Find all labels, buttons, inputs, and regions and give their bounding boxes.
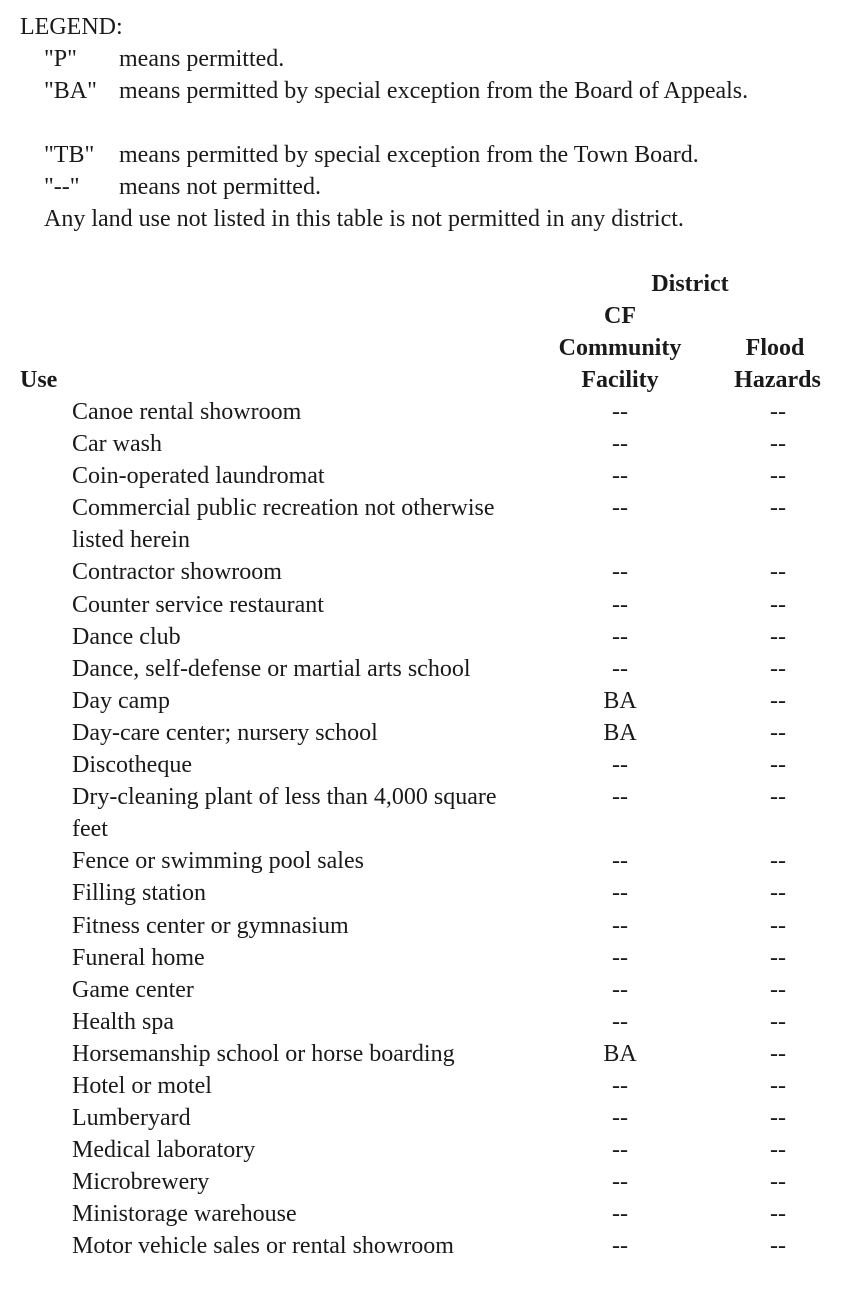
cf-community-facility-cell: -- — [612, 399, 628, 425]
use-name: Day camp — [72, 687, 170, 714]
use-name: Medical laboratory — [72, 1137, 256, 1164]
flood-hazards-cell: -- — [770, 880, 786, 907]
use-name: Car wash — [72, 431, 162, 458]
table-row — [0, 749, 864, 781]
use-table-body — [0, 396, 864, 1263]
flood-hazards-cell: -- — [770, 655, 786, 682]
cf-community-facility-cell: -- — [612, 1169, 628, 1196]
flood-hazards-cell: -- — [770, 623, 786, 650]
flood-hazards-cell: -- — [770, 976, 786, 1003]
flood-hazards-cell: -- — [770, 944, 786, 971]
table-row — [0, 492, 864, 556]
legend-item-p — [44, 43, 844, 75]
use-name: Commercial public recreation not otherwise listed herein — [72, 495, 495, 554]
table-row — [0, 589, 864, 621]
use-name: Discotheque — [72, 752, 192, 779]
use-header: Use — [20, 367, 58, 393]
legend-item-ba — [44, 75, 844, 139]
flood-hazards-cell: -- — [770, 431, 786, 458]
table-row — [0, 942, 864, 974]
flood-hazards-cell: -- — [770, 1105, 786, 1132]
flood-hazards-cell: -- — [770, 1169, 786, 1196]
flood-hazards-cell: -- — [770, 848, 786, 875]
fh-header-line-1: Flood — [745, 335, 805, 361]
fh-header-line-2: Hazards — [734, 367, 821, 393]
legend-code: "P" — [44, 46, 77, 72]
use-name: Fence or swimming pool sales — [72, 848, 364, 875]
table-row — [0, 653, 864, 685]
cf-community-facility-cell: -- — [612, 591, 628, 618]
legend-description: means permitted by special exception from the Town Board. — [119, 142, 699, 168]
use-name: Game center — [72, 976, 194, 1003]
use-name: Day-care center; nursery school — [72, 719, 378, 746]
use-name: Contractor showroom — [72, 559, 282, 586]
legend-code: "--" — [44, 174, 80, 200]
legend-description: means permitted. — [119, 46, 285, 72]
table-row — [0, 428, 864, 460]
cf-community-facility-cell: -- — [612, 1105, 628, 1132]
flood-hazards-cell: -- — [770, 399, 786, 425]
use-name: Microbrewery — [72, 1169, 210, 1196]
cf-community-facility-cell: -- — [612, 655, 628, 682]
use-name: Fitness center or gymnasium — [72, 912, 349, 939]
cf-community-facility-cell: -- — [612, 1233, 628, 1260]
flood-hazards-cell: -- — [770, 1040, 786, 1067]
cf-community-facility-cell: -- — [612, 880, 628, 907]
flood-hazards-cell: -- — [770, 1201, 786, 1228]
use-name: Canoe rental showroom — [72, 399, 302, 425]
cf-community-facility-cell: -- — [612, 1201, 628, 1228]
table-row — [0, 556, 864, 588]
use-name: Dance club — [72, 623, 181, 650]
cf-community-facility-cell: -- — [612, 944, 628, 971]
flood-hazards-cell: -- — [770, 1233, 786, 1260]
table-row — [0, 396, 864, 428]
legend-code: "TB" — [44, 142, 95, 168]
flood-hazards-cell: -- — [770, 559, 786, 586]
legend-description: means permitted by special exception from the Board of Appeals. — [119, 78, 749, 104]
table-row — [0, 1102, 864, 1134]
cf-community-facility-cell: -- — [612, 752, 628, 779]
cf-community-facility-cell: -- — [612, 848, 628, 875]
use-name: Motor vehicle sales or rental showroom — [72, 1233, 454, 1260]
use-name: Ministorage warehouse — [72, 1201, 297, 1228]
legend-item-not-permitted — [44, 171, 844, 203]
table-row — [0, 1134, 864, 1166]
use-name: Coin-operated laundromat — [72, 463, 325, 490]
table-row — [0, 1006, 864, 1038]
cf-header-line-2: Community — [558, 335, 682, 361]
table-row — [0, 621, 864, 653]
district-header: District — [651, 271, 729, 297]
cf-community-facility-cell: -- — [612, 1008, 628, 1035]
table-row — [0, 1198, 864, 1230]
flood-hazards-cell: -- — [770, 591, 786, 618]
table-row — [0, 460, 864, 492]
cf-header-code: CF — [604, 303, 636, 329]
use-name: Hotel or motel — [72, 1072, 212, 1099]
cf-community-facility-cell: -- — [612, 495, 628, 522]
legend-item-tb — [44, 139, 844, 171]
table-row — [0, 781, 864, 845]
flood-hazards-cell: -- — [770, 719, 786, 746]
cf-community-facility-cell: -- — [612, 784, 628, 811]
table-row — [0, 1230, 864, 1262]
cf-community-facility-cell: -- — [612, 431, 628, 458]
flood-hazards-cell: -- — [770, 1137, 786, 1164]
cf-community-facility-cell: -- — [612, 912, 628, 939]
cf-community-facility-cell: -- — [612, 1137, 628, 1164]
use-name: Filling station — [72, 880, 207, 907]
use-name: Horsemanship school or horse boarding — [72, 1040, 455, 1067]
legend-note: Any land use not listed in this table is not permitted in any district. — [44, 206, 684, 232]
flood-hazards-cell: -- — [770, 912, 786, 939]
flood-hazards-cell: -- — [770, 495, 786, 522]
table-row — [0, 910, 864, 942]
cf-community-facility-cell: -- — [612, 976, 628, 1003]
flood-hazards-cell: -- — [770, 1072, 786, 1099]
flood-hazards-cell: -- — [770, 784, 786, 811]
table-row — [0, 1166, 864, 1198]
flood-hazards-cell: -- — [770, 463, 786, 490]
table-row — [0, 1070, 864, 1102]
use-name: Counter service restaurant — [72, 591, 324, 618]
cf-community-facility-cell: -- — [612, 463, 628, 490]
flood-hazards-cell: -- — [770, 687, 786, 714]
table-row — [0, 1038, 864, 1070]
flood-hazards-cell: -- — [770, 1008, 786, 1035]
cf-community-facility-cell: -- — [612, 623, 628, 650]
table-row — [0, 685, 864, 717]
table-row — [0, 877, 864, 909]
cf-community-facility-cell: BA — [603, 1040, 637, 1067]
cf-community-facility-cell: -- — [612, 1072, 628, 1099]
use-name: Dance, self-defense or martial arts school — [72, 655, 471, 682]
cf-community-facility-cell: BA — [603, 687, 637, 714]
legend-code: "BA" — [44, 78, 97, 104]
cf-community-facility-cell: -- — [612, 559, 628, 586]
table-row — [0, 974, 864, 1006]
table-row — [0, 845, 864, 877]
flood-hazards-cell: -- — [770, 752, 786, 779]
table-row — [0, 717, 864, 749]
legend-description: means not permitted. — [119, 174, 321, 200]
cf-header-line-3: Facility — [581, 367, 659, 393]
use-name: Funeral home — [72, 944, 205, 971]
cf-community-facility-cell: BA — [603, 719, 637, 746]
use-name: Health spa — [72, 1008, 174, 1035]
use-name: Lumberyard — [72, 1105, 191, 1132]
use-name: Dry-cleaning plant of less than 4,000 square feet — [72, 784, 497, 843]
legend-title: LEGEND: — [20, 14, 123, 40]
